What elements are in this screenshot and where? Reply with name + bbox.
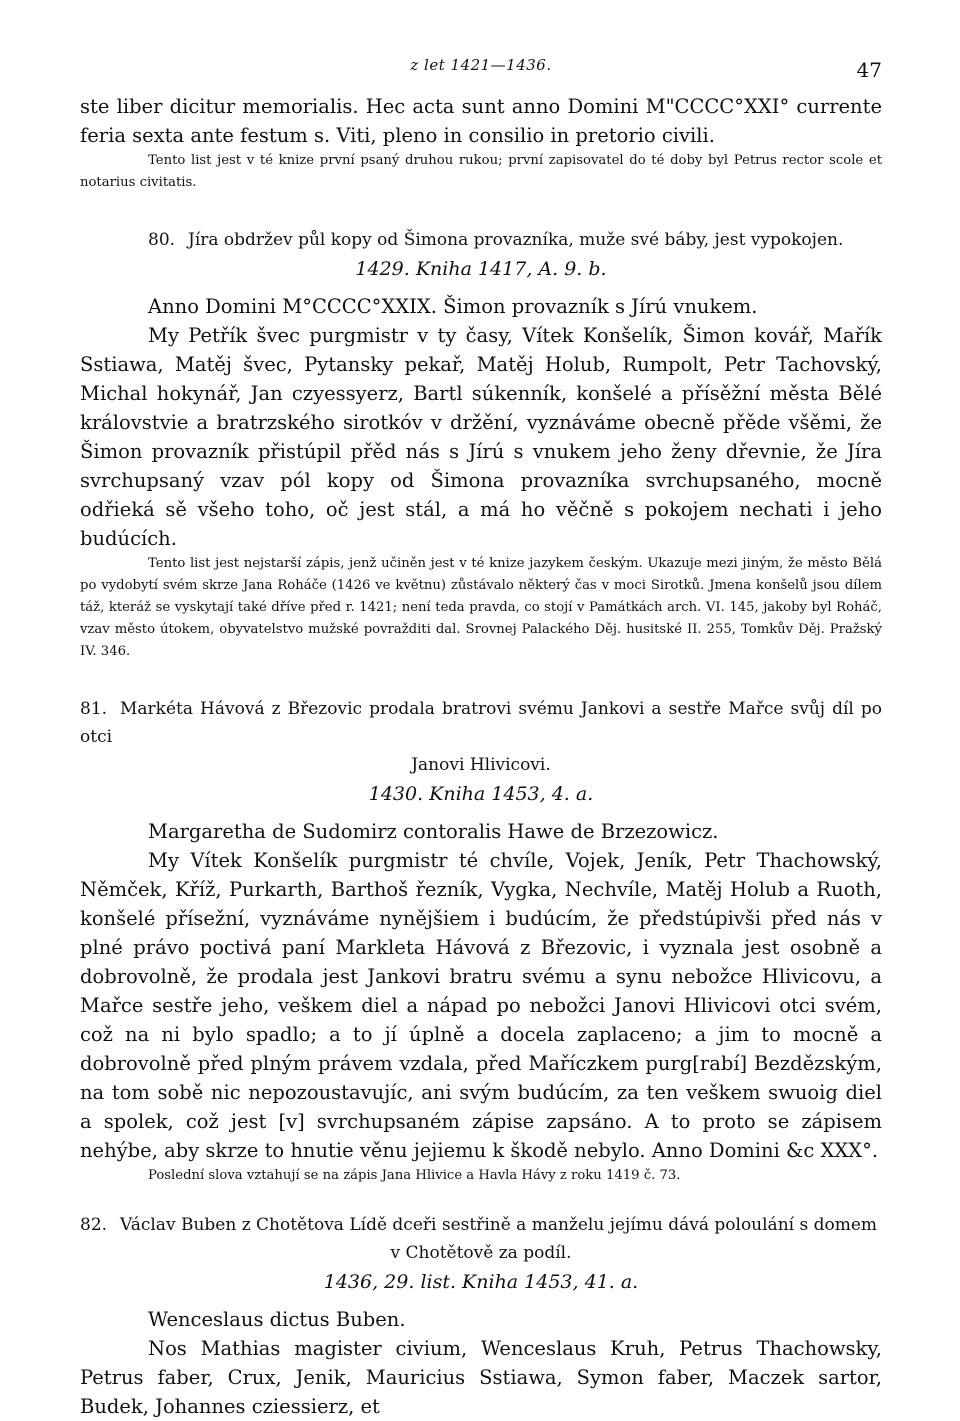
entry-note: Tento list jest nejstarší zápis, jenž učiněn jest v té knize jazykem českým. Ukazuje mezi jiným, že město Bělá po vydobytí svém skrze Jana Roháče (1426 ve květnu) zůstávalo některý čas v moci Sirotků. Jmena konšelů jsou dílem táž, kteráž se vyskytají také dříve před r. 1421; není teda pravda, co stojí v Památkách arch. VI. 145, jakoby byl Roháč, vzav město útokem, obyvatelstvo mužské povražditi dal. Srovnej Palackého Děj. husitské II. 255, Tomkův Děj. Pražský IV. 346. [80, 556, 882, 659]
entry-latin-line: Wenceslaus dictus Buben. [148, 1308, 406, 1331]
entry-dateline: 1430. Kniha 1453, 4. a. [368, 783, 594, 805]
entry-note: Poslední slova vztahují se na zápis Jana Hlivice a Havla Hávy z roku 1419 č. 73. [148, 1168, 681, 1183]
entry-text: Nos Mathias magister civium, Wenceslaus Kruh, Petrus Thachowsky, Petrus faber, Crux, Jenik, Mauricius Sstiawa, Symon faber, Maczek sartor, Budek, Johannes cziessierz, et [80, 1337, 882, 1418]
entry-number: 80. [148, 230, 176, 250]
entry-dateline: 1429. Kniha 1417, A. 9. b. [355, 258, 607, 280]
entry-heading-continuation: v Chotětově za podíl. [390, 1243, 572, 1263]
entry-heading [80, 695, 882, 751]
paragraph-continuation: ste liber dicitur memorialis. Hec acta sunt anno Domini M"CCCC°XXI° currente feria sexta ante festum s. Viti, pleno in consilio in pretorio civili. [80, 95, 882, 147]
entry-text: My Petřík švec purgmistr v ty časy, Vítek Konšelík, Šimon kovář, Mařík Sstiawa, Matěj švec, Pytansky pekař, Matěj Holub, Rumpolt, Petr Tachovský, Michal hokynář, Jan czyessyerz, Bartl súkenník, konšelé a přísěžní města Bělé královstvie a bratrzského sirotkóv v držění, vyznáváme obecně přěde všěmi, že Šimon provazník přistúpil přěd nás s Jírú s vnukem jeho ženy dřevnie, že Jíra svrchupsaný vzav pól kopy od Šimona provazníka svrchupsaného, mocně odřieká sě všeho toho, oč jest stál, a má ho věčně s pokojem nechati i jeho budúcích. [80, 324, 882, 550]
entry-text: My Vítek Konšelík purgmistr té chvíle, Vojek, Jeník, Petr Thachowský, Němček, Kříž, Purkarth, Barthoš řezník, Vygka, Nechvíle, Matěj Holub a Ruoth, konšelé přísežní, vyznáváme nynějšiem i budúcím, že předstúpivši před nás v plné právo poctivá paní Markleta Hávová z Březovic, i vyznala jest osobně a dobrovolně, že prodala jest Jankovi bratru svému a synu nebožce Hlivicovu, a Mařce sestře jeho, veškem diel a nápad po nebožci Janovi Hlivicovi otci svém, což na ni bylo spadlo; a to jí úplně a docela zaplaceno; a jim to mocně a dobrovolně před plným právem vzdala, před Maříczkem purg[rabí] Bezdězským, na tom sobě nic nepozoustavujíc, ani svým budúcím, za ten veškem swuoig diel a spolek, což jest [v] svrchupsaném zápise zapsáno. A to proto se zápisem nehýbe, aby skrze to hnutie věnu jejiemu k škodě nebylo. Anno Domini &c XXX°. [80, 849, 882, 1162]
page-header [80, 52, 882, 92]
entry-dateline: 1436, 29. list. Kniha 1453, 41. a. [323, 1271, 639, 1293]
footnote-paragraph: Tento list jest v té knize první psaný druhou rukou; první zapisovatel do té doby byl Petrus rector scole et notarius civitatis. [80, 153, 882, 190]
entry-heading-text: Markéta Hávová z Březovic prodala bratrovi svému Jankovi a sestře Mařce svůj díl po otci [80, 699, 882, 747]
entry-81 [80, 695, 882, 1187]
entry-heading [80, 1211, 882, 1239]
entry-82 [80, 1211, 882, 1421]
entry-heading-continuation: Janovi Hlivicovi. [411, 755, 551, 775]
entry-number: 81. [80, 699, 108, 719]
entry-heading-text: Jíra obdržev půl kopy od Šimona provazníka, muže své báby, jest vypokojen. [188, 230, 844, 250]
entry-heading [80, 226, 882, 254]
entry-80 [80, 226, 882, 663]
entry-latin-line: Anno Domini M°CCCC°XXIX. Šimon provazník s Jírú vnukem. [148, 295, 758, 318]
entry-heading-text: Václav Buben z Chotětova Lídě dceři sestřině a manželu jejímu dává poloulání s domem [120, 1215, 878, 1235]
entry-latin-line: Margaretha de Sudomirz contoralis Hawe de Brzezowicz. [148, 820, 719, 843]
running-head: z let 1421—1436. [410, 56, 552, 74]
entry-number: 82. [80, 1215, 108, 1235]
page-number: 47 [856, 58, 882, 82]
